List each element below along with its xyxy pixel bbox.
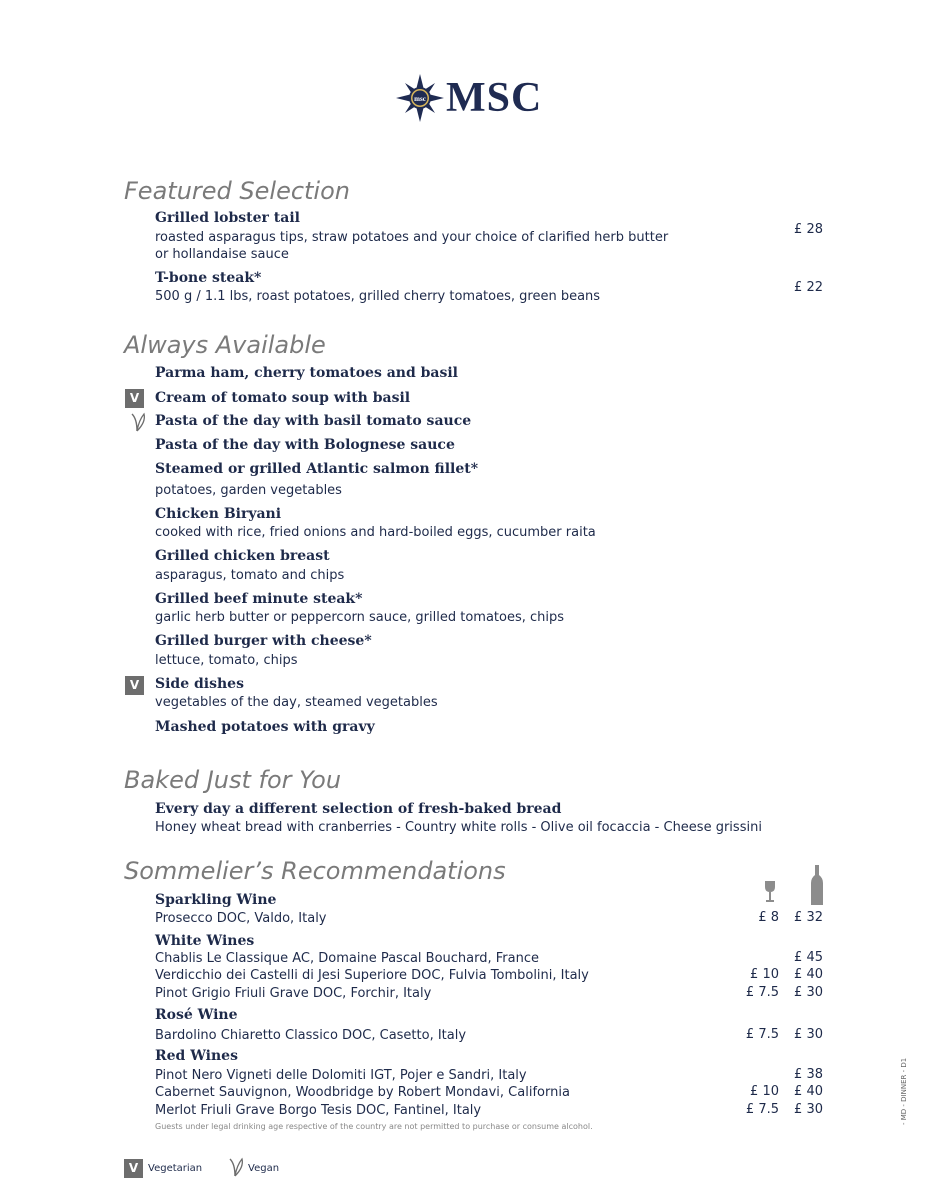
dish-name: Grilled lobster tail — [155, 210, 300, 226]
dish-description: Honey wheat bread with cranberries - Country white rolls - Olive oil focaccia - Cheese grissini — [155, 820, 762, 835]
dish-price: £ 28 — [794, 222, 823, 237]
bottle-price: £ 30 — [794, 985, 823, 1000]
bottle-price: £ 30 — [794, 1102, 823, 1117]
dish-name: T-bone steak* — [155, 270, 262, 286]
dish-name: Every day a different selection of fresh-baked bread — [155, 801, 562, 817]
wine-item: Pinot Grigio Friuli Grave DOC, Forchir, Italy — [155, 986, 432, 1001]
dish-name: Grilled chicken breast — [155, 548, 330, 564]
dish-name: Chicken Biryani — [155, 506, 282, 522]
dish-description: asparagus, tomato and chips — [155, 568, 345, 583]
wine-item: Merlot Friuli Grave Borgo Tesis DOC, Fantinel, Italy — [155, 1103, 482, 1118]
dish-description: 500 g / 1.1 lbs, roast potatoes, grilled cherry tomatoes, green beans — [155, 289, 601, 304]
dish-description: garlic herb butter or peppercorn sauce, grilled tomatoes, chips — [155, 610, 565, 625]
dish-name: Cream of tomato soup with basil — [155, 390, 411, 406]
dish-description: cooked with rice, fried onions and hard-boiled eggs, cucumber raita — [155, 525, 596, 540]
wine-item: Verdicchio dei Castelli di Jesi Superiore DOC, Fulvia Tombolini, Italy — [155, 968, 589, 983]
glass-price: £ 10 — [750, 967, 779, 982]
dish-name: Parma ham, cherry tomatoes and basil — [155, 365, 458, 381]
dish-name: Pasta of the day with basil tomato sauce — [155, 413, 472, 429]
dish-price: £ 22 — [794, 280, 823, 295]
logo-emblem-text: msc — [414, 95, 426, 103]
dish-description: or hollandaise sauce — [155, 247, 289, 262]
section-title-featured: Featured Selection — [124, 177, 350, 205]
bottle-price: £ 30 — [794, 1027, 823, 1042]
section-title-always: Always Available — [124, 331, 326, 359]
wine-item: Cabernet Sauvignon, Woodbridge by Robert Mondavi, California — [155, 1085, 570, 1100]
legend-vegetarian: Vegetarian — [148, 1163, 203, 1174]
legend-vegan: Vegan — [248, 1163, 280, 1174]
wine-bottle-icon — [810, 865, 824, 905]
wine-item: Prosecco DOC, Valdo, Italy — [155, 911, 327, 926]
dish-name: Mashed potatoes with gravy — [155, 719, 375, 735]
wine-category-title: Red Wines — [155, 1048, 238, 1064]
dish-name: Grilled burger with cheese* — [155, 633, 372, 649]
bottle-price: £ 40 — [794, 967, 823, 982]
dish-name: Steamed or grilled Atlantic salmon fillet* — [155, 461, 479, 477]
dish-description: potatoes, garden vegetables — [155, 483, 342, 498]
dish-description: lettuce, tomato, chips — [155, 653, 298, 668]
wine-item: Bardolino Chiaretto Classico DOC, Casetto, Italy — [155, 1028, 467, 1043]
section-title-baked: Baked Just for You — [124, 766, 342, 794]
glass-price: £ 7.5 — [745, 1027, 779, 1042]
bottle-price: £ 45 — [794, 950, 823, 965]
bottle-price: £ 40 — [794, 1084, 823, 1099]
wine-category-title: White Wines — [155, 933, 255, 949]
footer-code: - MD - DINNER - D1 — [900, 1057, 908, 1125]
bottle-price: £ 32 — [794, 910, 823, 925]
bottle-price: £ 38 — [794, 1067, 823, 1082]
dish-name: Pasta of the day with Bolognese sauce — [155, 437, 455, 453]
wine-glass-icon — [763, 880, 777, 904]
vegan-leaf-icon — [226, 1156, 246, 1178]
glass-price: £ 8 — [758, 910, 779, 925]
wine-category-title: Rosé Wine — [155, 1007, 238, 1023]
wine-item: Chablis Le Classique AC, Domaine Pascal Bouchard, France — [155, 951, 540, 966]
wine-category-title: Sparkling Wine — [155, 892, 277, 908]
dish-description: roasted asparagus tips, straw potatoes and your choice of clarified herb butter — [155, 230, 669, 245]
dish-name: Grilled beef minute steak* — [155, 591, 363, 607]
vegan-leaf-icon — [128, 411, 148, 433]
glass-price: £ 10 — [750, 1084, 779, 1099]
section-title-sommelier: Sommelier’s Recommendations — [124, 857, 506, 885]
vegetarian-badge-icon: V — [125, 389, 144, 408]
msc-logo — [396, 70, 566, 126]
dish-name: Side dishes — [155, 676, 244, 692]
logo-text: MSC — [446, 75, 543, 121]
alcohol-notice: Guests under legal drinking age respective of the country are not permitted to purchase or consume alcohol. — [155, 1122, 593, 1131]
glass-price: £ 7.5 — [745, 985, 779, 1000]
dish-description: vegetables of the day, steamed vegetables — [155, 695, 438, 710]
vegetarian-badge-icon: V — [125, 676, 144, 695]
vegetarian-badge-icon: V — [124, 1159, 143, 1178]
wine-item: Pinot Nero Vigneti delle Dolomiti IGT, Pojer e Sandri, Italy — [155, 1068, 527, 1083]
glass-price: £ 7.5 — [745, 1102, 779, 1117]
msc-compass-icon — [396, 70, 444, 126]
